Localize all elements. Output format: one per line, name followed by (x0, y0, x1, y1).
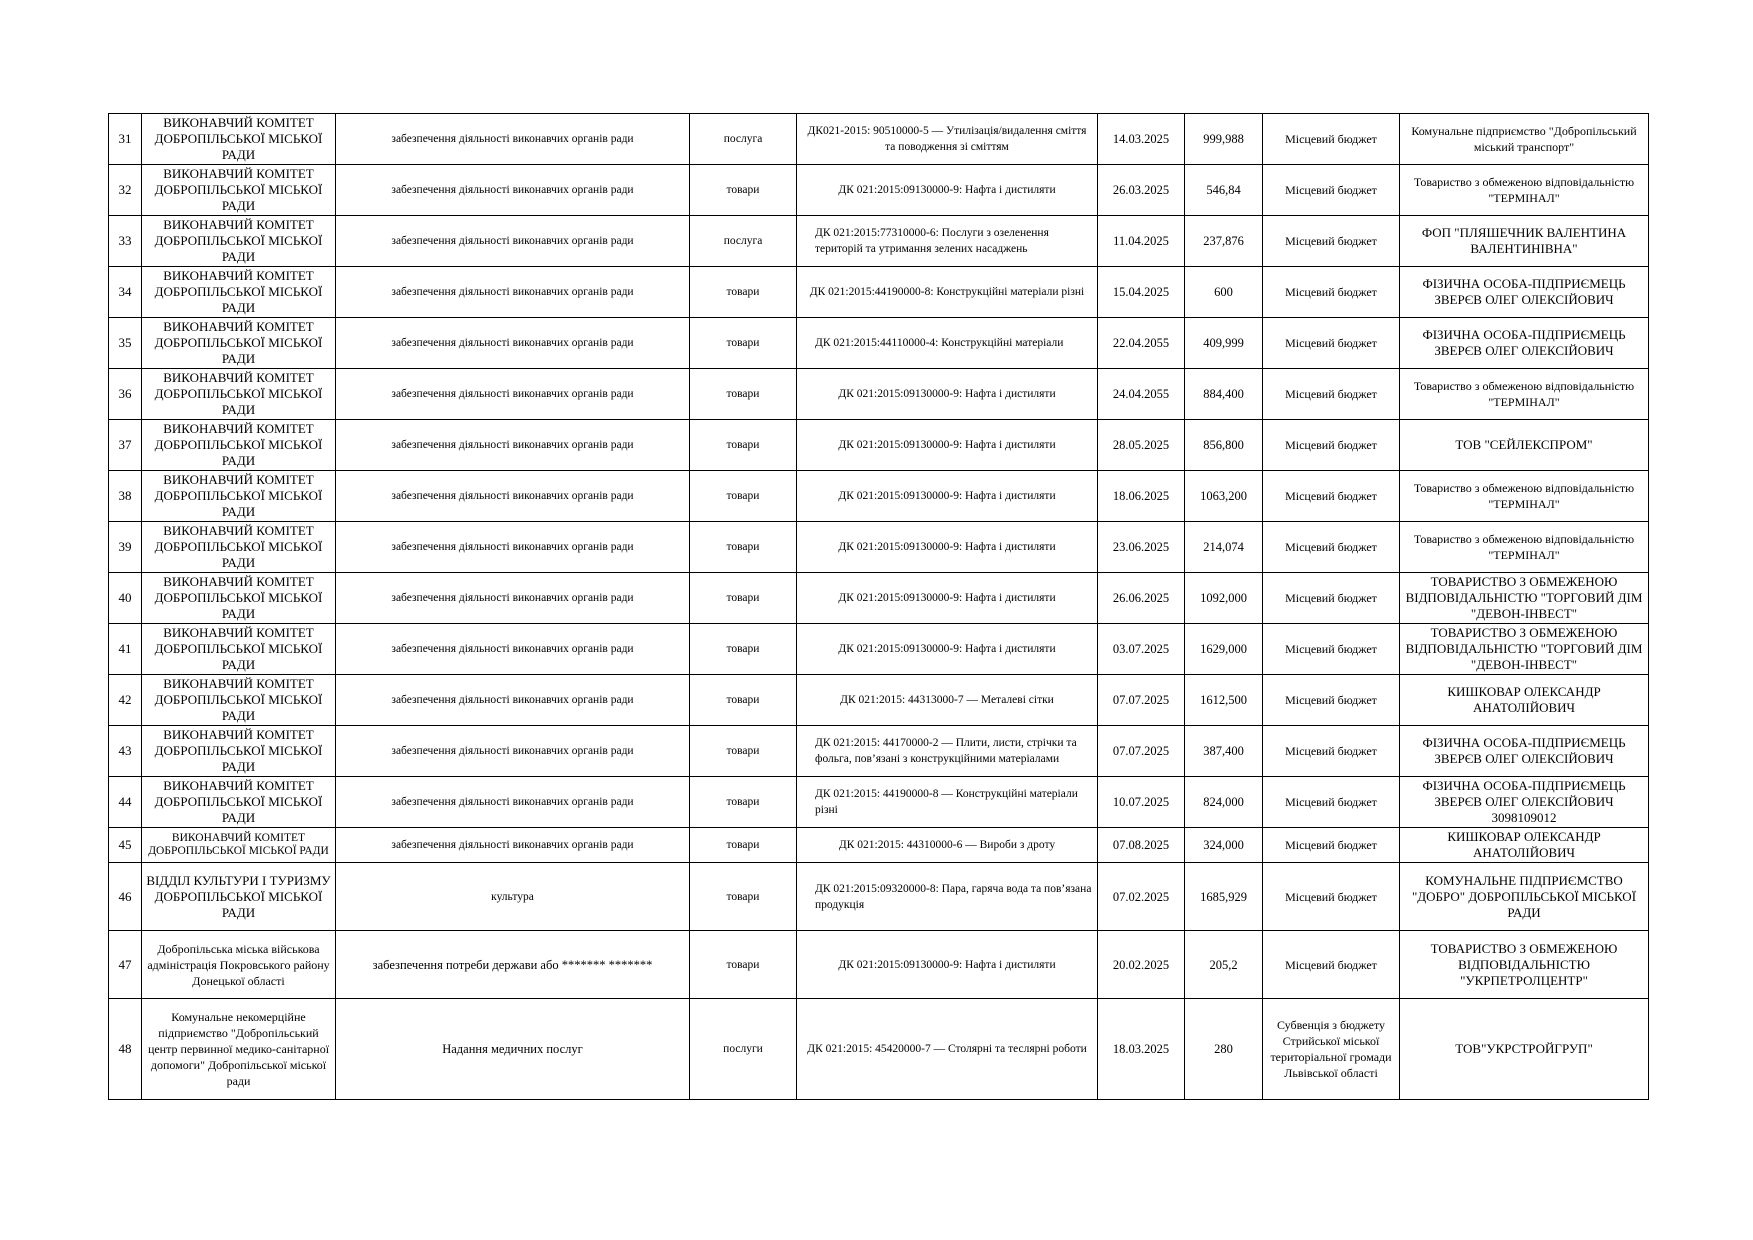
supplier-cell: ТОВАРИСТВО З ОБМЕЖЕНОЮ ВІДПОВІДАЛЬНІСТЮ "ТОРГОВИЙ ДІМ "ДЕВОН-ІНВЕСТ" (1400, 624, 1649, 675)
cpv-cell: ДК 021:2015:44190000-8: Конструкційні матеріали різні (797, 267, 1098, 318)
table-row (109, 369, 1649, 420)
date-cell: 07.02.2025 (1098, 863, 1185, 931)
type-cell: послуга (690, 114, 797, 165)
amount-cell: 600 (1185, 267, 1263, 318)
cpv-cell: ДК021-2015: 90510000-5 — Утилізація/видалення сміття та поводження зі сміттям (797, 114, 1098, 165)
table-row (109, 420, 1649, 471)
type-cell: товари (690, 777, 797, 828)
table-row (109, 726, 1649, 777)
row-number: 44 (109, 777, 142, 828)
table-row (109, 777, 1649, 828)
supplier-cell: КИШКОВАР ОЛЕКСАНДР АНАТОЛІЙОВИЧ (1400, 828, 1649, 863)
funding-source-cell: Місцевий бюджет (1263, 114, 1400, 165)
table-row (109, 114, 1649, 165)
date-cell: 26.03.2025 (1098, 165, 1185, 216)
cpv-cell: ДК 021:2015: 44313000-7 — Металеві сітки (797, 675, 1098, 726)
customer-cell: ВИКОНАВЧИЙ КОМІТЕТ ДОБРОПІЛЬСЬКОЇ МІСЬКОЇ РАДИ (142, 318, 336, 369)
purpose-cell: забезпечення діяльності виконавчих органів ради (336, 216, 690, 267)
row-number: 42 (109, 675, 142, 726)
customer-cell: ВИКОНАВЧИЙ КОМІТЕТ ДОБРОПІЛЬСЬКОЇ МІСЬКОЇ РАДИ (142, 471, 336, 522)
purpose-cell: забезпечення потреби держави або ******* ******* (336, 931, 690, 999)
table-row (109, 675, 1649, 726)
type-cell: товари (690, 267, 797, 318)
cpv-cell: ДК 021:2015:09130000-9: Нафта і дистиляти (797, 471, 1098, 522)
type-cell: товари (690, 573, 797, 624)
cpv-cell: ДК 021:2015:09130000-9: Нафта і дистиляти (797, 931, 1098, 999)
funding-source-cell: Місцевий бюджет (1263, 726, 1400, 777)
customer-cell: ВІДДІЛ КУЛЬТУРИ І ТУРИЗМУ ДОБРОПІЛЬСЬКОЇ МІСЬКОЇ РАДИ (142, 863, 336, 931)
cpv-cell: ДК 021:2015:77310000-6: Послуги з озеленення територій та утримання зелених насаджень (797, 216, 1098, 267)
date-cell: 07.08.2025 (1098, 828, 1185, 863)
row-number: 40 (109, 573, 142, 624)
type-cell: послуга (690, 216, 797, 267)
funding-source-cell: Місцевий бюджет (1263, 369, 1400, 420)
table-body (109, 114, 1649, 1100)
amount-cell: 1685,929 (1185, 863, 1263, 931)
supplier-cell: ТОВ "СЕЙЛЕКСПРОМ" (1400, 420, 1649, 471)
amount-cell: 324,000 (1185, 828, 1263, 863)
purpose-cell: забезпечення діяльності виконавчих органів ради (336, 267, 690, 318)
table-row (109, 624, 1649, 675)
date-cell: 11.04.2025 (1098, 216, 1185, 267)
cpv-cell: ДК 021:2015:09130000-9: Нафта і дистиляти (797, 573, 1098, 624)
table-row (109, 999, 1649, 1100)
purpose-cell: забезпечення діяльності виконавчих органів ради (336, 318, 690, 369)
type-cell: товари (690, 420, 797, 471)
customer-cell: Добропільська міська військова адміністрація Покровського району Донецької області (142, 931, 336, 999)
funding-source-cell: Місцевий бюджет (1263, 267, 1400, 318)
purpose-cell: культура (336, 863, 690, 931)
supplier-cell: КИШКОВАР ОЛЕКСАНДР АНАТОЛІЙОВИЧ (1400, 675, 1649, 726)
date-cell: 23.06.2025 (1098, 522, 1185, 573)
supplier-cell: ФІЗИЧНА ОСОБА-ПІДПРИЄМЕЦЬ ЗВЕРЄВ ОЛЕГ ОЛЕКСІЙОВИЧ 3098109012 (1400, 777, 1649, 828)
date-cell: 24.04.2055 (1098, 369, 1185, 420)
funding-source-cell: Місцевий бюджет (1263, 777, 1400, 828)
purpose-cell: Надання медичних послуг (336, 999, 690, 1100)
row-number: 43 (109, 726, 142, 777)
supplier-cell: ФІЗИЧНА ОСОБА-ПІДПРИЄМЕЦЬ ЗВЕРЄВ ОЛЕГ ОЛЕКСІЙОВИЧ (1400, 267, 1649, 318)
funding-source-cell: Місцевий бюджет (1263, 675, 1400, 726)
row-number: 33 (109, 216, 142, 267)
row-number: 39 (109, 522, 142, 573)
type-cell: товари (690, 318, 797, 369)
purpose-cell: забезпечення діяльності виконавчих органів ради (336, 777, 690, 828)
purpose-cell: забезпечення діяльності виконавчих органів ради (336, 369, 690, 420)
purpose-cell: забезпечення діяльності виконавчих органів ради (336, 522, 690, 573)
row-number: 48 (109, 999, 142, 1100)
amount-cell: 387,400 (1185, 726, 1263, 777)
date-cell: 15.04.2025 (1098, 267, 1185, 318)
row-number: 46 (109, 863, 142, 931)
procurement-table (108, 113, 1649, 1100)
row-number: 31 (109, 114, 142, 165)
type-cell: товари (690, 675, 797, 726)
supplier-cell: ФІЗИЧНА ОСОБА-ПІДПРИЄМЕЦЬ ЗВЕРЄВ ОЛЕГ ОЛЕКСІЙОВИЧ (1400, 318, 1649, 369)
purpose-cell: забезпечення діяльності виконавчих органів ради (336, 420, 690, 471)
type-cell: товари (690, 369, 797, 420)
cpv-cell: ДК 021:2015:09130000-9: Нафта і дистиляти (797, 624, 1098, 675)
row-number: 41 (109, 624, 142, 675)
funding-source-cell: Місцевий бюджет (1263, 863, 1400, 931)
amount-cell: 1092,000 (1185, 573, 1263, 624)
purpose-cell: забезпечення діяльності виконавчих органів ради (336, 828, 690, 863)
type-cell: товари (690, 863, 797, 931)
supplier-cell: Комунальне підприємство "Добропільський міський транспорт" (1400, 114, 1649, 165)
table-row (109, 471, 1649, 522)
purpose-cell: забезпечення діяльності виконавчих органів ради (336, 726, 690, 777)
type-cell: товари (690, 522, 797, 573)
cpv-cell: ДК 021:2015:09320000-8: Пара, гаряча вода та пов’язана продукція (797, 863, 1098, 931)
amount-cell: 1063,200 (1185, 471, 1263, 522)
date-cell: 07.07.2025 (1098, 726, 1185, 777)
purpose-cell: забезпечення діяльності виконавчих органів ради (336, 624, 690, 675)
cpv-cell: ДК 021:2015:09130000-9: Нафта і дистиляти (797, 369, 1098, 420)
cpv-cell: ДК 021:2015: 44310000-6 — Вироби з дроту (797, 828, 1098, 863)
row-number: 45 (109, 828, 142, 863)
cpv-cell: ДК 021:2015: 44190000-8 — Конструкційні матеріали різні (797, 777, 1098, 828)
funding-source-cell: Місцевий бюджет (1263, 471, 1400, 522)
customer-cell: ВИКОНАВЧИЙ КОМІТЕТ ДОБРОПІЛЬСЬКОЇ МІСЬКОЇ РАДИ (142, 726, 336, 777)
date-cell: 10.07.2025 (1098, 777, 1185, 828)
date-cell: 07.07.2025 (1098, 675, 1185, 726)
supplier-cell: ТОВАРИСТВО З ОБМЕЖЕНОЮ ВІДПОВІДАЛЬНІСТЮ "ТОРГОВИЙ ДІМ "ДЕВОН-ІНВЕСТ" (1400, 573, 1649, 624)
customer-cell: ВИКОНАВЧИЙ КОМІТЕТ ДОБРОПІЛЬСЬКОЇ МІСЬКОЇ РАДИ (142, 114, 336, 165)
customer-cell: ВИКОНАВЧИЙ КОМІТЕТ ДОБРОПІЛЬСЬКОЇ МІСЬКОЇ РАДИ (142, 216, 336, 267)
purpose-cell: забезпечення діяльності виконавчих органів ради (336, 114, 690, 165)
purpose-cell: забезпечення діяльності виконавчих органів ради (336, 675, 690, 726)
funding-source-cell: Місцевий бюджет (1263, 828, 1400, 863)
customer-cell: ВИКОНАВЧИЙ КОМІТЕТ ДОБРОПІЛЬСЬКОЇ МІСЬКОЇ РАДИ (142, 165, 336, 216)
purpose-cell: забезпечення діяльності виконавчих органів ради (336, 573, 690, 624)
amount-cell: 824,000 (1185, 777, 1263, 828)
amount-cell: 205,2 (1185, 931, 1263, 999)
funding-source-cell: Місцевий бюджет (1263, 318, 1400, 369)
funding-source-cell: Місцевий бюджет (1263, 624, 1400, 675)
type-cell: товари (690, 165, 797, 216)
supplier-cell: Товариство з обмеженою відповідальністю "ТЕРМІНАЛ" (1400, 522, 1649, 573)
date-cell: 28.05.2025 (1098, 420, 1185, 471)
supplier-cell: ФІЗИЧНА ОСОБА-ПІДПРИЄМЕЦЬ ЗВЕРЄВ ОЛЕГ ОЛЕКСІЙОВИЧ (1400, 726, 1649, 777)
date-cell: 03.07.2025 (1098, 624, 1185, 675)
date-cell: 20.02.2025 (1098, 931, 1185, 999)
supplier-cell: Товариство з обмеженою відповідальністю "ТЕРМІНАЛ" (1400, 369, 1649, 420)
type-cell: товари (690, 471, 797, 522)
amount-cell: 409,999 (1185, 318, 1263, 369)
supplier-cell: ФОП "ПЛЯШЕЧНИК ВАЛЕНТИНА ВАЛЕНТИНІВНА" (1400, 216, 1649, 267)
funding-source-cell: Субвенція з бюджету Стрийської міської територіальної громади Львівської області (1263, 999, 1400, 1100)
table-row (109, 267, 1649, 318)
table-row (109, 828, 1649, 863)
row-number: 36 (109, 369, 142, 420)
customer-cell: ВИКОНАВЧИЙ КОМІТЕТ ДОБРОПІЛЬСЬКОЇ МІСЬКОЇ РАДИ (142, 624, 336, 675)
customer-cell: ВИКОНАВЧИЙ КОМІТЕТ ДОБРОПІЛЬСЬКОЇ МІСЬКОЇ РАДИ (142, 420, 336, 471)
amount-cell: 999,988 (1185, 114, 1263, 165)
table-row (109, 573, 1649, 624)
supplier-cell: КОМУНАЛЬНЕ ПІДПРИЄМСТВО "ДОБРО" ДОБРОПІЛЬСЬКОЇ МІСЬКОЇ РАДИ (1400, 863, 1649, 931)
funding-source-cell: Місцевий бюджет (1263, 573, 1400, 624)
table-row (109, 165, 1649, 216)
funding-source-cell: Місцевий бюджет (1263, 165, 1400, 216)
purpose-cell: забезпечення діяльності виконавчих органів ради (336, 165, 690, 216)
row-number: 34 (109, 267, 142, 318)
table-row (109, 863, 1649, 931)
table-row (109, 216, 1649, 267)
funding-source-cell: Місцевий бюджет (1263, 931, 1400, 999)
customer-cell: ВИКОНАВЧИЙ КОМІТЕТ ДОБРОПІЛЬСЬКОЇ МІСЬКОЇ РАДИ (142, 828, 336, 863)
amount-cell: 280 (1185, 999, 1263, 1100)
row-number: 35 (109, 318, 142, 369)
date-cell: 26.06.2025 (1098, 573, 1185, 624)
customer-cell: ВИКОНАВЧИЙ КОМІТЕТ ДОБРОПІЛЬСЬКОЇ МІСЬКОЇ РАДИ (142, 267, 336, 318)
funding-source-cell: Місцевий бюджет (1263, 522, 1400, 573)
type-cell: послуги (690, 999, 797, 1100)
purpose-cell: забезпечення діяльності виконавчих органів ради (336, 471, 690, 522)
table-row (109, 318, 1649, 369)
customer-cell: Комунальне некомерційне підприємство "Добропільський центр первинної медико-санітарної допомоги" Добропільської міської ради (142, 999, 336, 1100)
type-cell: товари (690, 624, 797, 675)
date-cell: 18.03.2025 (1098, 999, 1185, 1100)
cpv-cell: ДК 021:2015: 45420000-7 — Столярні та теслярні роботи (797, 999, 1098, 1100)
amount-cell: 1612,500 (1185, 675, 1263, 726)
funding-source-cell: Місцевий бюджет (1263, 420, 1400, 471)
funding-source-cell: Місцевий бюджет (1263, 216, 1400, 267)
customer-cell: ВИКОНАВЧИЙ КОМІТЕТ ДОБРОПІЛЬСЬКОЇ МІСЬКОЇ РАДИ (142, 573, 336, 624)
supplier-cell: ТОВАРИСТВО З ОБМЕЖЕНОЮ ВІДПОВІДАЛЬНІСТЮ "УКРПЕТРОЛЦЕНТР" (1400, 931, 1649, 999)
row-number: 47 (109, 931, 142, 999)
table-row (109, 522, 1649, 573)
date-cell: 14.03.2025 (1098, 114, 1185, 165)
supplier-cell: Товариство з обмеженою відповідальністю "ТЕРМІНАЛ" (1400, 165, 1649, 216)
row-number: 38 (109, 471, 142, 522)
amount-cell: 856,800 (1185, 420, 1263, 471)
customer-cell: ВИКОНАВЧИЙ КОМІТЕТ ДОБРОПІЛЬСЬКОЇ МІСЬКОЇ РАДИ (142, 777, 336, 828)
supplier-cell: Товариство з обмеженою відповідальністю "ТЕРМІНАЛ" (1400, 471, 1649, 522)
customer-cell: ВИКОНАВЧИЙ КОМІТЕТ ДОБРОПІЛЬСЬКОЇ МІСЬКОЇ РАДИ (142, 369, 336, 420)
amount-cell: 1629,000 (1185, 624, 1263, 675)
supplier-cell: ТОВ"УКРСТРОЙГРУП" (1400, 999, 1649, 1100)
type-cell: товари (690, 931, 797, 999)
table-row (109, 931, 1649, 999)
row-number: 37 (109, 420, 142, 471)
customer-cell: ВИКОНАВЧИЙ КОМІТЕТ ДОБРОПІЛЬСЬКОЇ МІСЬКОЇ РАДИ (142, 522, 336, 573)
cpv-cell: ДК 021:2015:09130000-9: Нафта і дистиляти (797, 165, 1098, 216)
cpv-cell: ДК 021:2015:44110000-4: Конструкційні матеріали (797, 318, 1098, 369)
row-number: 32 (109, 165, 142, 216)
date-cell: 22.04.2055 (1098, 318, 1185, 369)
amount-cell: 237,876 (1185, 216, 1263, 267)
cpv-cell: ДК 021:2015: 44170000-2 — Плити, листи, стрічки та фольга, пов’язані з конструкційними матеріалами (797, 726, 1098, 777)
customer-cell: ВИКОНАВЧИЙ КОМІТЕТ ДОБРОПІЛЬСЬКОЇ МІСЬКОЇ РАДИ (142, 675, 336, 726)
cpv-cell: ДК 021:2015:09130000-9: Нафта і дистиляти (797, 420, 1098, 471)
type-cell: товари (690, 726, 797, 777)
amount-cell: 546,84 (1185, 165, 1263, 216)
cpv-cell: ДК 021:2015:09130000-9: Нафта і дистиляти (797, 522, 1098, 573)
type-cell: товари (690, 828, 797, 863)
date-cell: 18.06.2025 (1098, 471, 1185, 522)
amount-cell: 214,074 (1185, 522, 1263, 573)
amount-cell: 884,400 (1185, 369, 1263, 420)
